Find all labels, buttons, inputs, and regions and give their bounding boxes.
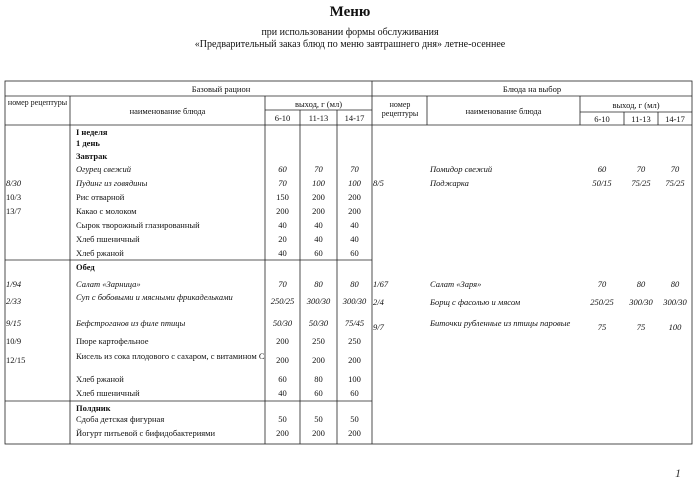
base-row-yield: 200: [348, 355, 361, 365]
base-row-yield: 200: [312, 428, 325, 438]
choice-row-yield: 70: [597, 279, 607, 289]
base-row-yield: 200: [348, 192, 361, 202]
header-age-6-10: 6-10: [594, 114, 610, 124]
choice-row-dish-name: Салат «Заря»: [430, 279, 482, 289]
base-row-recipe-number: 1/94: [6, 279, 22, 289]
base-row-dish-name: Пюре картофельное: [76, 336, 149, 346]
choice-row-yield: 300/30: [629, 297, 653, 307]
base-row-dish-name: Хлеб пшеничный: [76, 388, 140, 398]
base-row-yield: 80: [314, 279, 323, 289]
page-title: Меню: [329, 4, 371, 20]
subtitle-preorder: «Предварительный заказ блюд по меню завтрашнего дня» летне-осеннее: [194, 39, 506, 50]
base-row-yield: 300/30: [306, 296, 331, 306]
base-row-yield: 300/30: [342, 296, 367, 306]
choice-row-dish-name: Биточки рубленные из птицы паровые: [430, 318, 571, 328]
base-row-dish-name: Хлеб ржаной: [76, 248, 124, 258]
header-base-ration: Базовый рацион: [191, 84, 251, 94]
base-row-yield: 60: [350, 248, 359, 258]
base-row-yield: 40: [278, 388, 287, 398]
header-age-11-13: 11-13: [308, 113, 329, 123]
choice-row-yield: 250/25: [590, 297, 614, 307]
base-row-yield: 70: [314, 164, 323, 174]
day-label: 1 день: [76, 138, 100, 148]
base-row-dish-name: Сырок творожный глазированный: [76, 220, 200, 230]
base-row-yield: 70: [350, 164, 359, 174]
header-age-6-10: 6-10: [274, 113, 291, 123]
choice-row-yield: 80: [670, 279, 680, 289]
base-row-dish-name: Суп с бобовыми и мясными фрикадельками: [76, 292, 233, 302]
base-row-yield: 200: [276, 428, 289, 438]
choice-row-yield: 80: [636, 279, 646, 289]
base-row-yield: 200: [348, 428, 361, 438]
base-row-recipe-number: 10/9: [6, 336, 22, 346]
base-row-yield: 200: [312, 192, 325, 202]
base-row-yield: 200: [312, 206, 325, 216]
choice-row-yield: 100: [668, 322, 682, 332]
base-row-dish-name: Бефстроганов из филе птицы: [76, 318, 186, 328]
meal-breakfast: Завтрак: [76, 151, 108, 161]
choice-row-yield: 60: [597, 164, 607, 174]
base-row-yield: 200: [276, 336, 289, 346]
base-row-yield: 20: [278, 234, 287, 244]
base-row-yield: 200: [276, 206, 289, 216]
base-row-yield: 100: [348, 178, 361, 188]
base-row-dish-name: Йогурт питьевой с бифидобактериями: [76, 428, 216, 438]
choice-row-recipe-number: 2/4: [373, 297, 384, 307]
base-row-yield: 250/25: [270, 296, 295, 306]
header-age-14-17: 14-17: [665, 114, 685, 124]
choice-row-yield: 75/25: [631, 178, 651, 188]
base-row-yield: 40: [278, 248, 287, 258]
base-row-yield: 250: [348, 336, 361, 346]
choice-row-yield: 70: [636, 164, 646, 174]
week-label: I неделя: [76, 127, 108, 137]
base-row-yield: 50: [350, 414, 359, 424]
base-row-yield: 50/30: [272, 318, 293, 328]
choice-row-yield: 50/15: [592, 178, 612, 188]
base-row-yield: 200: [312, 355, 325, 365]
base-row-yield: 70: [278, 279, 287, 289]
choice-row-yield: 70: [670, 164, 680, 174]
subtitle-service-form: при использовании формы обслуживания: [261, 27, 439, 38]
base-row-yield: 40: [350, 234, 359, 244]
choice-row-yield: 75/25: [665, 178, 685, 188]
header-yield: выход, г (мл): [294, 99, 343, 109]
base-row-recipe-number: 2/33: [6, 296, 22, 306]
base-row-yield: 150: [276, 192, 289, 202]
base-row-yield: 250: [312, 336, 325, 346]
base-row-yield: 40: [350, 220, 359, 230]
choice-row-yield: 300/30: [663, 297, 687, 307]
header-recipe-number: номер рецептуры: [7, 98, 68, 107]
base-row-yield: 200: [348, 206, 361, 216]
header-dish-name: наименование блюда: [129, 106, 206, 116]
base-row-yield: 200: [276, 355, 289, 365]
header-age-11-13: 11-13: [631, 114, 651, 124]
base-row-dish-name: Кисель из сока плодового с сахаром, с витамином С: [76, 351, 265, 361]
base-row-dish-name: Пудинг из говядины: [76, 178, 148, 188]
choice-row-recipe-number: 9/7: [373, 322, 384, 332]
base-row-recipe-number: 12/15: [6, 355, 26, 365]
base-row-dish-name: Хлеб пшеничный: [76, 234, 140, 244]
base-row-dish-name: Рис отварной: [76, 192, 125, 202]
base-row-yield: 60: [350, 388, 359, 398]
page-number-mark: 1: [675, 466, 681, 480]
base-row-recipe-number: 13/7: [6, 206, 22, 216]
meal-lunch: Обед: [76, 262, 95, 272]
base-row-yield: 75/45: [344, 318, 365, 328]
base-row-recipe-number: 9/15: [6, 318, 22, 328]
base-row-yield: 60: [314, 388, 323, 398]
base-row-yield: 40: [278, 220, 287, 230]
base-row-yield: 50: [278, 414, 287, 424]
header-age-14-17: 14-17: [344, 113, 365, 123]
base-row-yield: 70: [278, 178, 287, 188]
base-row-yield: 80: [314, 374, 323, 384]
base-row-yield: 50: [314, 414, 323, 424]
header-dishes-choice: Блюда на выбор: [502, 84, 562, 94]
base-row-dish-name: Салат «Зарница»: [76, 279, 141, 289]
base-row-dish-name: Сдоба детская фигурная: [76, 414, 165, 424]
base-row-yield: 60: [314, 248, 323, 258]
base-row-dish-name: Какао с молоком: [76, 206, 137, 216]
header-recipe-number: номер рецептуры: [381, 100, 419, 118]
choice-row-recipe-number: 1/67: [373, 279, 389, 289]
base-row-yield: 80: [350, 279, 359, 289]
base-row-recipe-number: 8/30: [6, 178, 22, 188]
base-row-yield: 50/30: [308, 318, 329, 328]
meal-snack: Полдник: [76, 403, 111, 413]
choice-row-yield: 75: [636, 322, 646, 332]
header-dish-name: наименование блюда: [465, 106, 542, 116]
base-row-yield: 40: [314, 234, 323, 244]
base-row-yield: 60: [278, 374, 287, 384]
header-yield: выход, г (мл): [612, 100, 660, 110]
choice-row-dish-name: Помидор свежий: [430, 164, 493, 174]
base-row-dish-name: Огурец свежий: [76, 164, 131, 174]
choice-row-yield: 75: [597, 322, 607, 332]
base-row-dish-name: Хлеб ржаной: [76, 374, 124, 384]
choice-row-dish-name: Поджарка: [430, 178, 469, 188]
base-row-yield: 100: [312, 178, 325, 188]
base-row-recipe-number: 10/3: [6, 192, 22, 202]
base-row-yield: 60: [278, 164, 287, 174]
choice-row-recipe-number: 8/5: [373, 178, 384, 188]
base-row-yield: 40: [314, 220, 323, 230]
choice-row-dish-name: Борщ с фасолью и мясом: [430, 297, 521, 307]
base-row-yield: 100: [348, 374, 361, 384]
